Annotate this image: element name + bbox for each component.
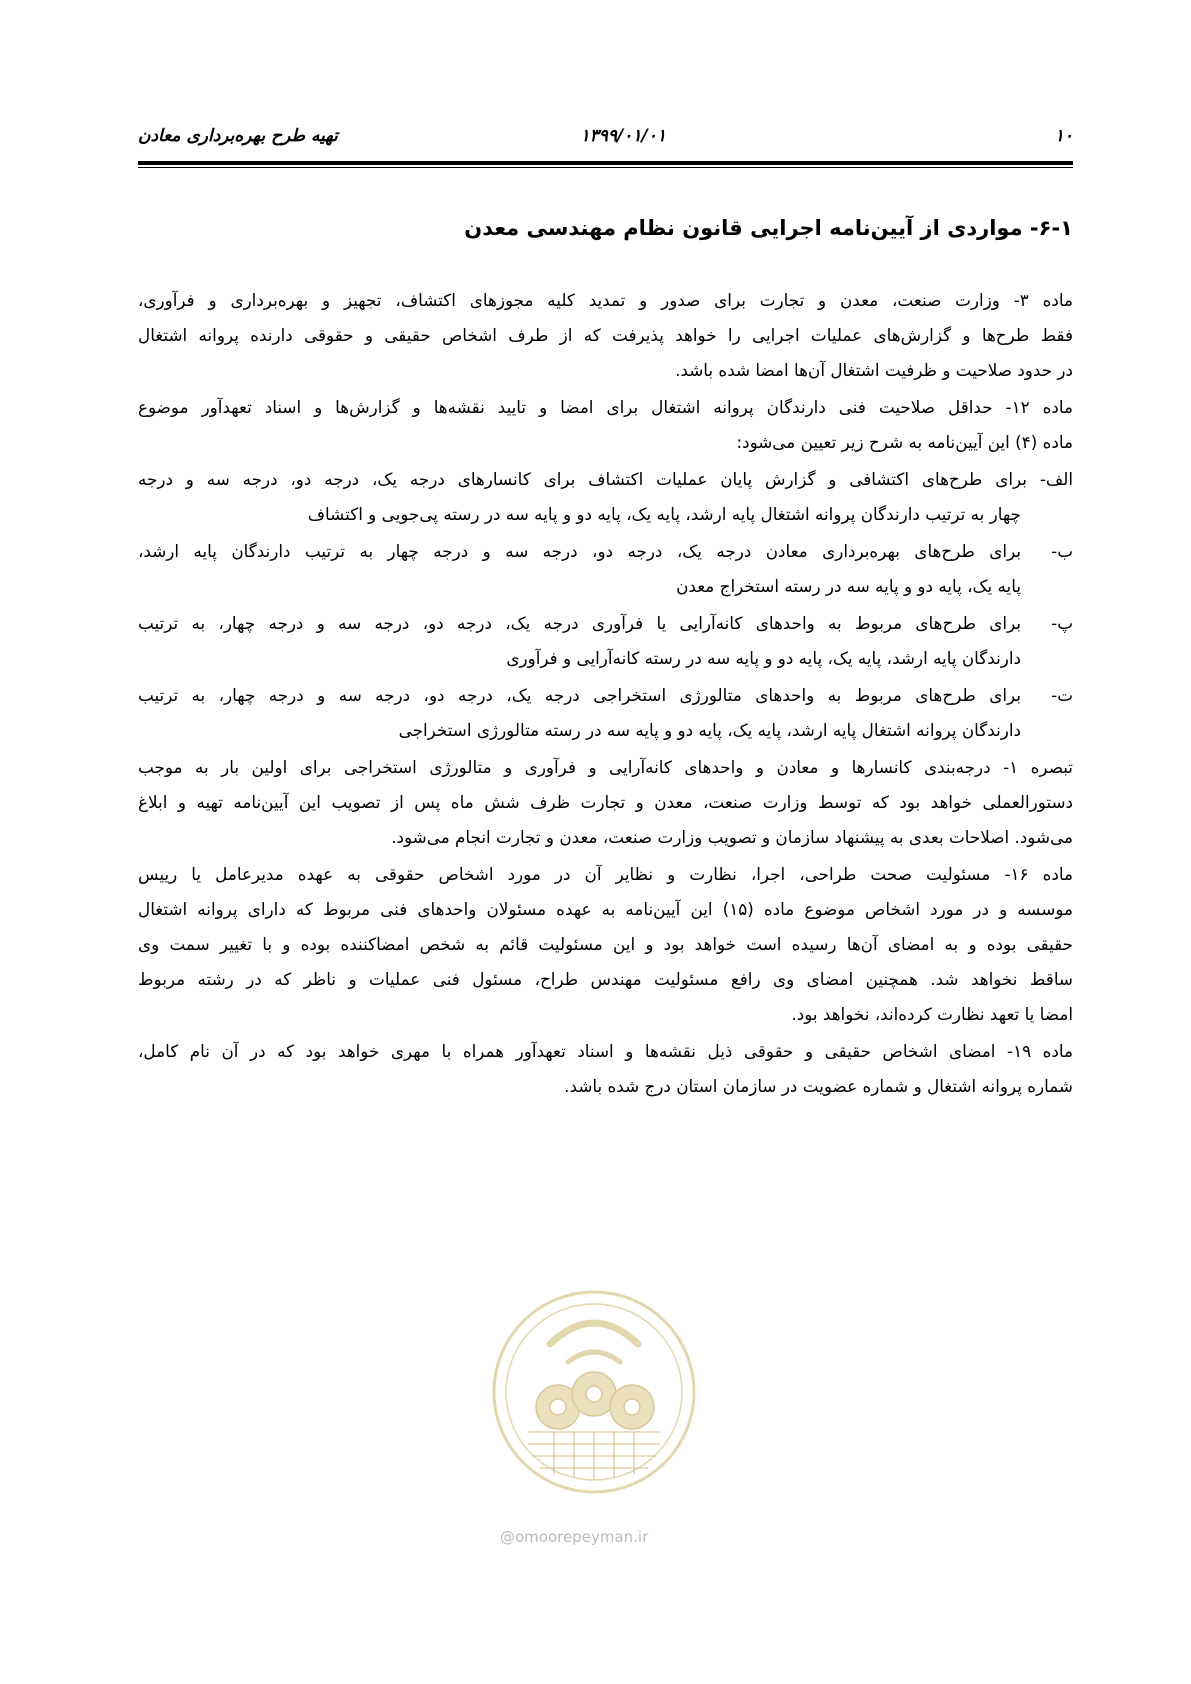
article-19 [138,1034,1073,1104]
list-item-continuation: پایه یک، پایه دو و پایه سه در رسته استخراج معدن [676,576,1021,596]
text-line: ماده ۱۲- حداقل صلاحیت فنی دارندگان پروانه اشتغال برای امضا و تایید نقشه‌ها و گزارش‌ها و اسناد تعهدآور موضوع [138,397,1074,417]
text-line: می‌شود. اصلاحات بعدی به پیشنهاد سازمان و تصویب وزارت صنعت، معدن و تجارت انجام می‌شود. [391,827,1073,847]
text-line: ماده ۱۹- امضای اشخاص حقیقی و حقوقی ذیل نقشه‌ها و اسناد تعهدآور همراه با مهری خواهد بود که در آن نام کامل، [138,1041,1074,1061]
article-12 [138,390,1073,460]
text-line: دستورالعملی خواهد بود که توسط وزارت صنعت، معدن و تجارت ظرف شش ماه پس از تصویب این آیین‌نامه تهیه و ابلاغ [138,792,1073,812]
text-line: ماده ۳- وزارت صنعت، معدن و تجارت برای صدور و تمدید کلیه مجوزهای اکتشاف، تجهیز و بهره‌برداری و فرآوری، [138,290,1073,310]
list-item [138,678,1073,748]
article-16 [138,857,1073,1032]
header-rule-thin [138,167,1073,168]
text-line: موسسه و در مورد اشخاص موضوع ماده (۱۵) این آیین‌نامه به عهده مسئولان واحدهای فنی مربوط که دارای پروانه اشتغال [138,899,1073,919]
article-3 [138,283,1073,388]
list-item [138,606,1073,676]
watermark-website: @omoorepeyman.ir [500,1528,649,1546]
list-item-text: برای طرح‌های مربوط به واحدهای متالورژی استخراجی درجه یک، درجه دو، درجه سه و درجه چهار، به ترتیب [138,685,1021,705]
text-line: ماده (۴) این آیین‌نامه به شرح زیر تعیین می‌شود: [736,432,1073,452]
text-line: تبصره ۱- درجه‌بندی کانسارها و معادن و واحدهای کانه‌آرایی و فرآوری و متالورژی استخراجی برای اولین بار به موجب [138,757,1073,777]
header-date: ۱۳۹۹/۰۱/۰۱ [580,126,666,146]
list-item-marker: پ- [1051,613,1073,633]
list-item [138,462,1073,532]
body-text [138,283,1073,1104]
list-item-marker: ت- [1051,685,1073,705]
text-line: حقیقی بوده و به امضای آن‌ها رسیده است خواهد بود و این مسئولیت قائم به شخص امضاکننده بوده و با تغییر سمت وی [138,934,1073,954]
text-line: فقط طرح‌ها و گزارش‌های عملیات اجرایی را خواهد پذیرفت که از طرف اشخاص حقیقی و حقوقی دارنده پروانه اشتغال [138,325,1073,345]
list-item-continuation: دارندگان پروانه اشتغال پایه ارشد، پایه یک، پایه دو و پایه سه در رسته متالورژی استخراجی [398,720,1021,740]
page-header [138,126,1073,156]
list-item-text: برای طرح‌های اکتشافی و گزارش پایان عملیات اکتشاف برای کانسارهای درجه یک، درجه دو، درجه سه و درجه [138,469,1027,489]
page-number: ۱۰ [1054,126,1073,146]
text-line: ساقط نخواهد شد. همچنین امضای وی رافع مسئولیت مهندس طراح، مسئول فنی عملیات و ناظر که در رشته مربوط [138,969,1073,989]
text-line: ماده ۱۶- مسئولیت صحت طراحی، اجرا، نظارت و نظایر آن در مورد اشخاص حقوقی به عهده مدیرعامل یا رییس [138,864,1073,884]
list-item-marker: ب- [1051,541,1073,561]
watermark-logo-icon [488,1282,701,1508]
list-item-text: برای طرح‌های بهره‌برداری معادن درجه یک، درجه دو، درجه سه و درجه چهار به ترتیب دارندگان پایه ارشد، [138,541,1021,561]
list-item [138,534,1073,604]
text-line: در حدود صلاحیت و ظرفیت اشتغال آن‌ها امضا شده باشد. [675,360,1073,380]
list-item-continuation: دارندگان پایه ارشد، پایه یک، پایه دو و پایه سه در رسته کانه‌آرایی و فرآوری [506,648,1021,668]
list-item-marker: الف- [1039,469,1074,489]
text-line: امضا یا تعهد نظارت کرده‌اند، نخواهد بود. [791,1004,1073,1024]
section-heading: ۶-۱- مواردی از آیین‌نامه اجرایی قانون نظام مهندسی معدن [464,216,1073,240]
list-item-continuation: چهار به ترتیب دارندگان پروانه اشتغال پایه ارشد، پایه یک، پایه دو و پایه سه در رسته پی‌جویی و اکتشاف [307,504,1021,524]
list-item-text: برای طرح‌های مربوط به واحدهای کانه‌آرایی یا فرآوری درجه یک، درجه دو، درجه سه و درجه چهار، به ترتیب [138,613,1021,633]
list-item-first-line [138,462,1073,497]
text-line: شماره پروانه اشتغال و شماره عضویت در سازمان استان درج شده باشد. [564,1076,1073,1096]
page-title: تهیه طرح بهره‌برداری معادن [138,126,338,146]
note-1 [138,750,1073,855]
header-rule [138,161,1073,165]
